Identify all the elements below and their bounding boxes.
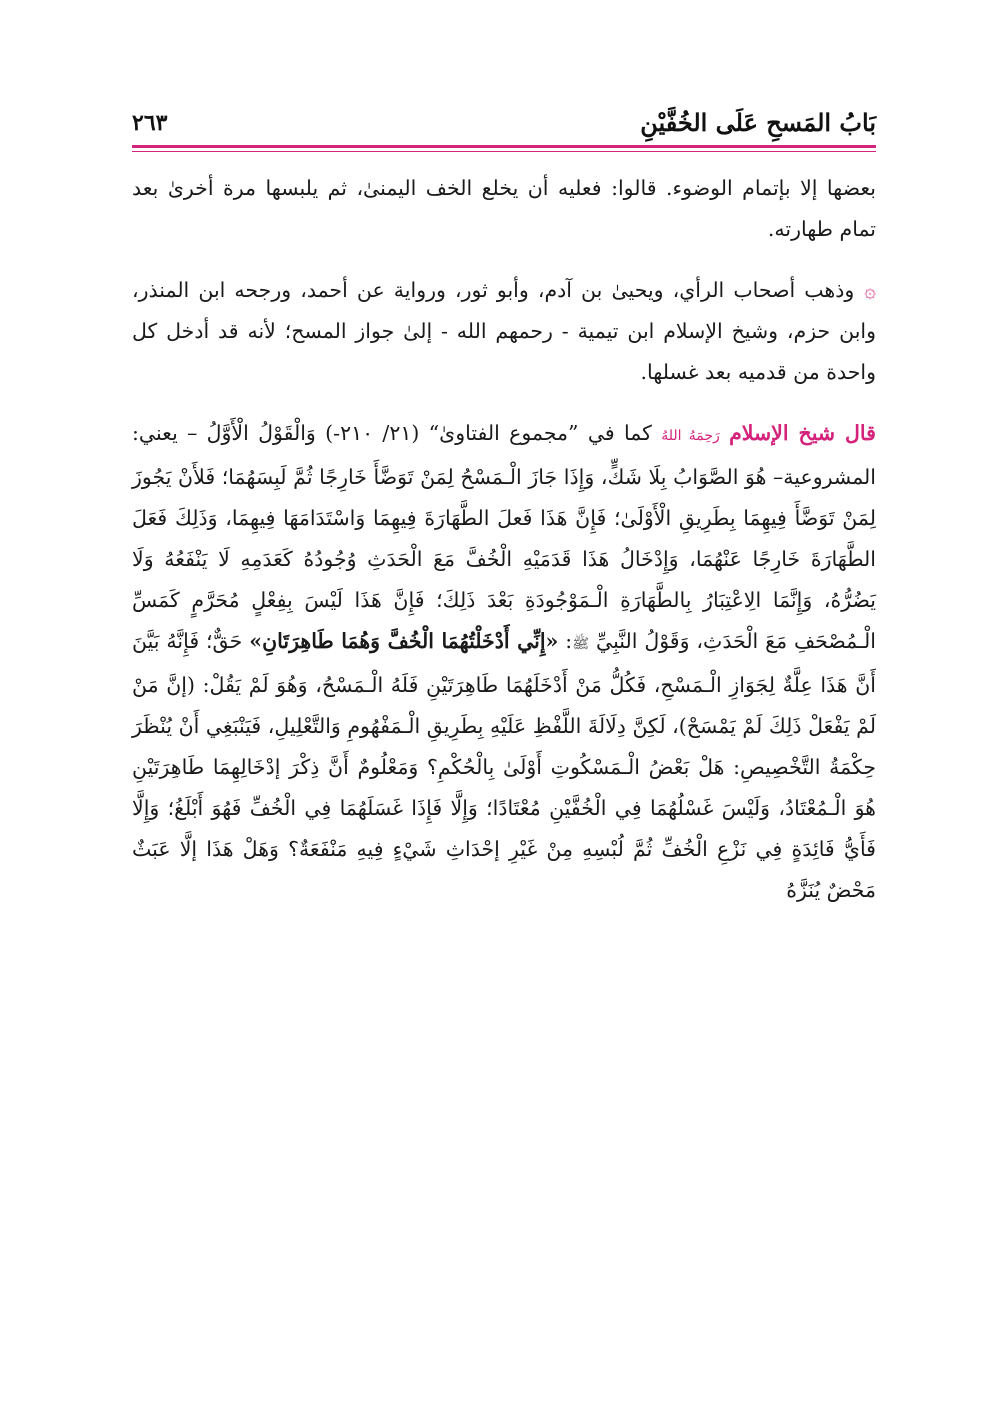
running-header — [132, 100, 876, 148]
flower-ornament-icon: ۞ — [864, 278, 876, 302]
quote-text-b: : — [558, 629, 573, 653]
page-number: ٢٦٣ — [132, 110, 168, 136]
paragraph-1 — [132, 168, 876, 250]
paragraph-2-text: وذهب أصحاب الرأي، ويحيىٰ بن آدم، وأبو ثور، ورواية عن أحمد، ورجحه ابن المنذر، وابن حزم، وشيخ الإسلام ابن تيمية - رحمهم الله - إلىٰ جواز المسح؛ لأنه قد أدخل كل واحدة من قدميه بعد غسلها. — [132, 278, 876, 384]
paragraph-3 — [132, 413, 876, 911]
hadith-quote: «إِنِّي أَدْخَلْتُهُمَا الْخُفَّ وَهُمَا طَاهِرَتَانِ» — [249, 629, 559, 653]
salawat-mark: ﷺ — [572, 636, 590, 652]
paragraph-1-text: بعضها إلا بإتمام الوضوء. قالوا: فعليه أن يخلع الخف اليمنىٰ، ثم يلبسها مرة أخرىٰ بعد تمام طهارته. — [132, 176, 876, 241]
honorific-mark: رَحِمَهُ اللهُ — [661, 428, 720, 444]
body-text — [132, 168, 876, 911]
chapter-title: بَابُ المَسحِ عَلَى الخُفَّيْنِ — [640, 108, 876, 137]
header-rule-thin — [132, 151, 876, 152]
paragraph-2 — [132, 270, 876, 393]
header-rule-thick — [132, 145, 876, 148]
quote-text-c: حَقٌّ؛ فَإِنَّهُ بَيَّنَ أَنَّ هَذَا عِلَّةٌ لِجَوَازِ الْـمَسْحِ، فَكُلُّ مَنْ أَدْخَلَهُمَا طَاهِرَتَيْنِ فَلَهُ الْـمَسْحُ، وَهُوَ لَمْ يَقُلْ: (إنَّ مَنْ لَمْ يَفْعَلْ ذَلِكَ لَمْ يَمْسَحْ)، لَكِنَّ دِلَالَةَ اللَّفْظِ عَلَيْهِ بِطَرِيقِ الْـمَفْهُومِ وَالتَّعْلِيلِ، فَيَنْبَغِي أَنْ يُنْظَرَ حِكْمَةُ التَّخْصِيصِ: هَلْ بَعْضُ الْـمَسْكُوتِ أَوْلَىٰ بِالْحُكْمِ؟ وَمَعْلُومٌ أَنَّ ذِكْرَ إدْخَالِهِمَا طَاهِرَتَيْنِ هُوَ الْـمُعْتَادُ، وَلَيْسَ غَسْلُهُمَا فِي الْخُفَّيْنِ مُعْتَادًا؛ وَإِلَّا فَإِذَا غَسَلَهُمَا فِي الْخُفِّ فَهُوَ أَبْلَغُ؛ وَإِلَّا فَأَيُّ فَائِدَةٍ فِي نَزْعِ الْخُفِّ ثُمَّ لُبْسِهِ مِنْ غَيْرِ إحْدَاثِ شَيْءٍ فِيهِ مَنْفَعَةٌ؟ وَهَلْ هَذَا إلَّا عَبَثٌ مَحْضٌ يُنَزَّهُ — [132, 629, 876, 902]
quote-text-a: كما في ”مجموع الفتاوىٰ“ (٢١/ ٢١٠-) وَالْقَوْلُ الْأَوَّلُ – يعني: المشروعية– هُوَ الصَّوَابُ بِلَا شَكٍّ، وَإِذَا جَازَ الْـمَسْحُ لِمَنْ تَوَضَّأَ خَارِجًا ثُمَّ لَبِسَهُمَا؛ فَلأَنْ يَجُوزَ لِمَنْ تَوَضَّأَ فِيهِمَا بِطَرِيقِ الْأَوْلَىٰ؛ فَإِنَّ هَذَا فَعلَ الطَّهَارَةَ فِيهِمَا وَاسْتَدَامَهَا فِيهِمَا، وَذَلِكَ فَعَلَ الطَّهَارَةَ خَارِجًا عَنْهُمَا، وَإِدْخَالُ هَذَا قَدَمَيْهِ الْخُفَّ مَعَ الْحَدَثِ وُجُودُهُ كَعَدَمِهِ لَا يَنْفَعُهُ وَلَا يَضُرُّهُ، وَإِنَّمَا الِاعْتِبَارُ بِالطَّهَارَةِ الْـمَوْجُودَةِ بَعْدَ ذَلِكَ؛ فَإِنَّ هَذَا لَيْسَ بِفِعْلٍ مُحَرَّمٍ كَمَسِّ الْـمُصْحَفِ مَعَ الْحَدَثِ، وَقَوْلُ النَّبِيِّ — [132, 421, 876, 653]
speaker-lead: قال شيخ الإسلام — [729, 421, 876, 445]
